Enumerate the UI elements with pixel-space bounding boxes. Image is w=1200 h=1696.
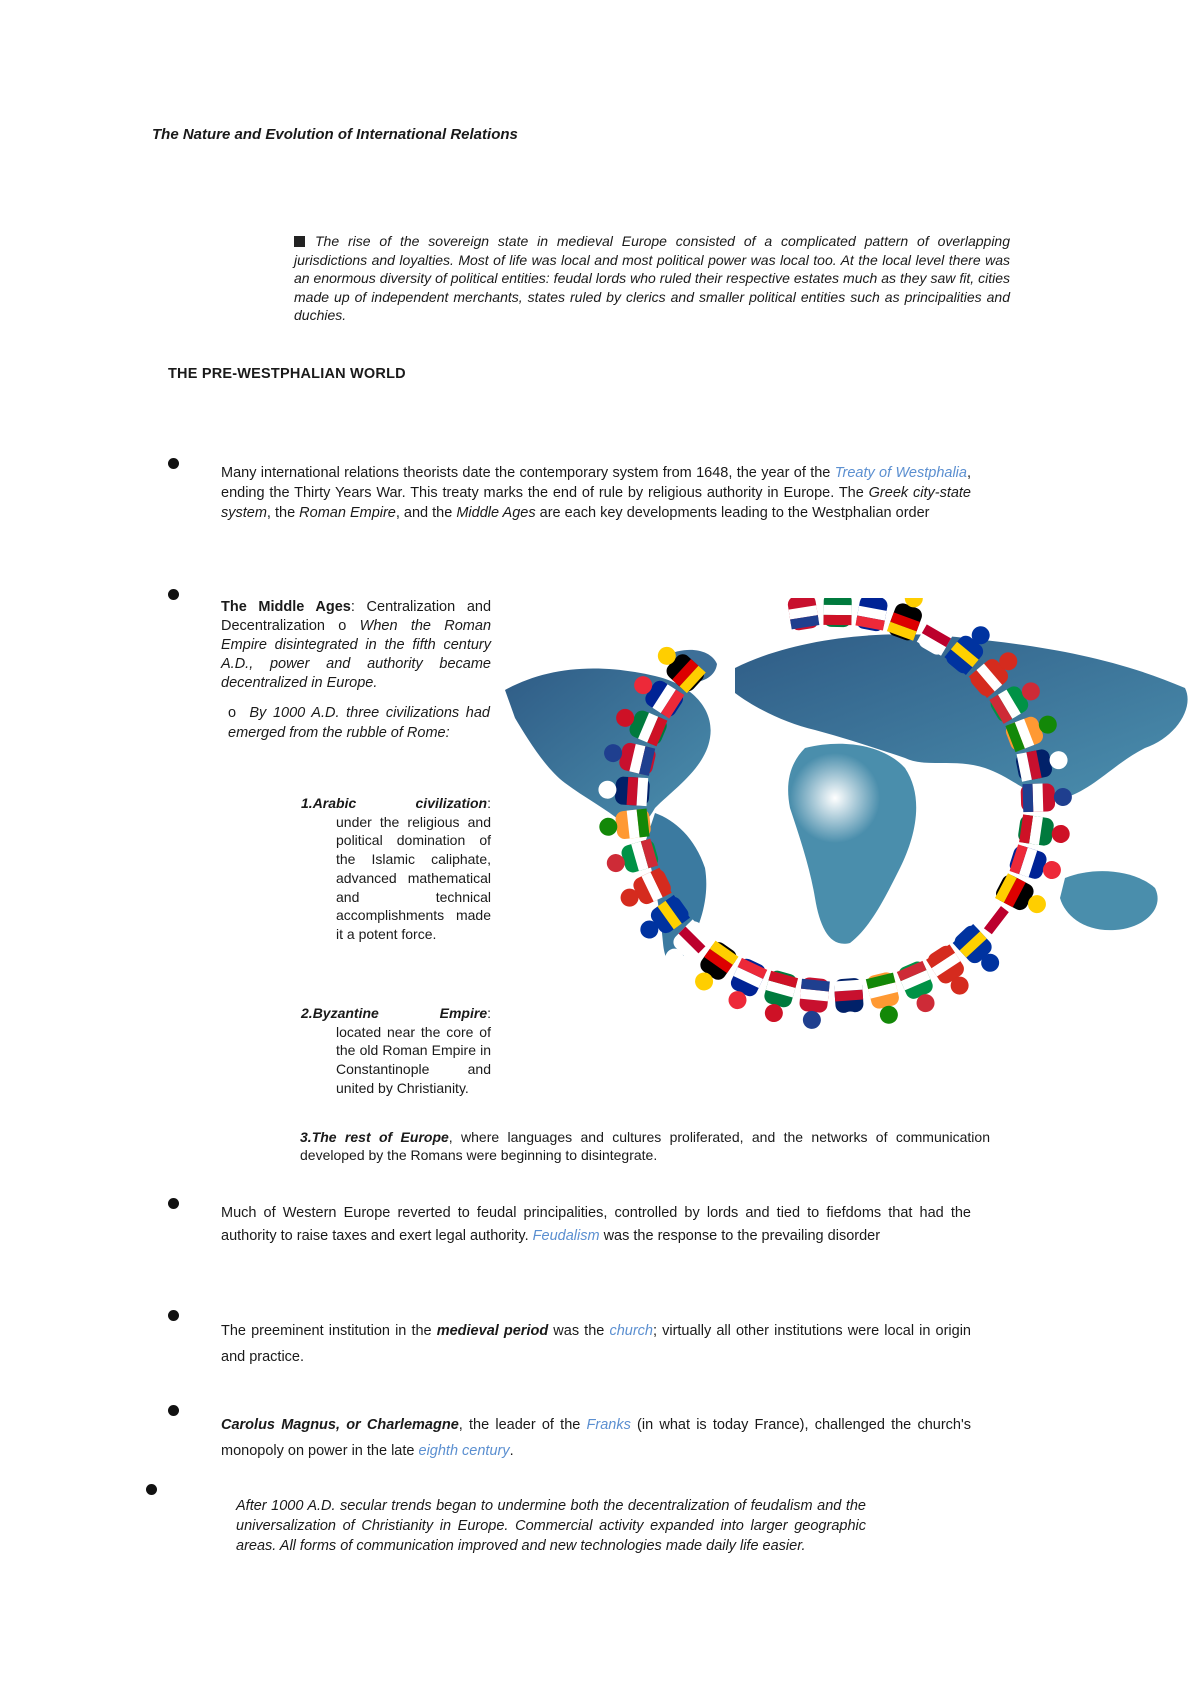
section-heading: THE PRE-WESTPHALIAN WORLD xyxy=(168,366,406,382)
list-item-byzantine: 2.Byzantine Empire: located near the core of the old Roman Empire in Constantinople and united by Christianity. xyxy=(301,1005,491,1096)
sub-item-three-civilizations: o By 1000 A.D. three civilizations had emerged from the rubble of Rome: xyxy=(228,705,490,741)
bullet-icon xyxy=(168,589,179,600)
intro-text: The rise of the sovereign state in medieval Europe consisted of a complicated pattern of overlapping jurisdictions and loyalties. Most of life was local and most political power was local too. At the local level there was an enormous diversity of political entities: feudal lords who ruled their respective estates much as they saw fit, cities made up of independent merchants, states ruled by clerics and smaller political entities such as principalities and duchies. xyxy=(294,233,1010,323)
paragraph-westphalia: Many international relations theorists date the contemporary system from 1648, the year of the Treaty of Westphalia, ending the Thirty Years War. This treaty marks the end of rule by religious authority in Europe. The Greek city-state system, the Roman Empire, and the Middle Ages are each key developments leading to the Westphalian order xyxy=(221,465,972,521)
link-eighth-century[interactable]: eighth century xyxy=(418,1443,510,1459)
paragraph-secular-trends: After 1000 A.D. secular trends began to undermine both the decentralization of feudalism and the universalization of Christianity in Europe. Commercial activity expanded into larger geographic areas. All forms of communication improved and new technologies made daily life easier. xyxy=(236,1498,866,1554)
world-map-flags-icon xyxy=(505,598,1200,1068)
paragraph-middle-ages: The Middle Ages: Centralization and Decentralization o When the Roman Empire disintegrated in the fifth century A.D., power and authority became decentralized in Europe. xyxy=(221,599,492,691)
document-title: The Nature and Evolution of International Relations xyxy=(152,126,518,143)
list-item-rest-of-europe: 3.The rest of Europe, where languages and cultures proliferated, and the networks of communication developed by the Romans were beginning to disintegrate. xyxy=(300,1129,990,1163)
intro-paragraph xyxy=(294,232,1010,325)
paragraph-charlemagne: Carolus Magnus, or Charlemagne, the leader of the Franks (in what is today France), challenged the church's monopoly on power in the late eighth century. xyxy=(221,1417,971,1459)
bullet-icon xyxy=(168,1310,179,1321)
link-treaty-of-westphalia[interactable]: Treaty of Westphalia xyxy=(834,465,967,481)
bullet-icon xyxy=(168,458,179,469)
bullet-icon xyxy=(146,1484,157,1495)
bullet-icon xyxy=(168,1198,179,1209)
world-map-image xyxy=(505,598,1200,1068)
bullet-icon xyxy=(168,1405,179,1416)
middle-ages-heading: The Middle Ages xyxy=(221,599,351,615)
paragraph-church: The preeminent institution in the medieval period was the church; virtually all other institutions were local in origin and practice. xyxy=(221,1323,971,1365)
square-bullet-icon xyxy=(294,236,305,247)
link-feudalism[interactable]: Feudalism xyxy=(532,1228,600,1244)
link-church[interactable]: church xyxy=(609,1323,653,1339)
list-item-arabic: 1.Arabic civilization: under the religious and political domination of the Islamic caliphate, advanced mathematical and technical accomplishments made it a potent force. xyxy=(301,795,491,942)
link-franks[interactable]: Franks xyxy=(586,1417,631,1433)
paragraph-feudalism: Much of Western Europe reverted to feudal principalities, controlled by lords and tied to fiefdoms that had the authority to raise taxes and exert legal authority. Feudalism was the response to the prevailing disorder xyxy=(221,1205,971,1244)
